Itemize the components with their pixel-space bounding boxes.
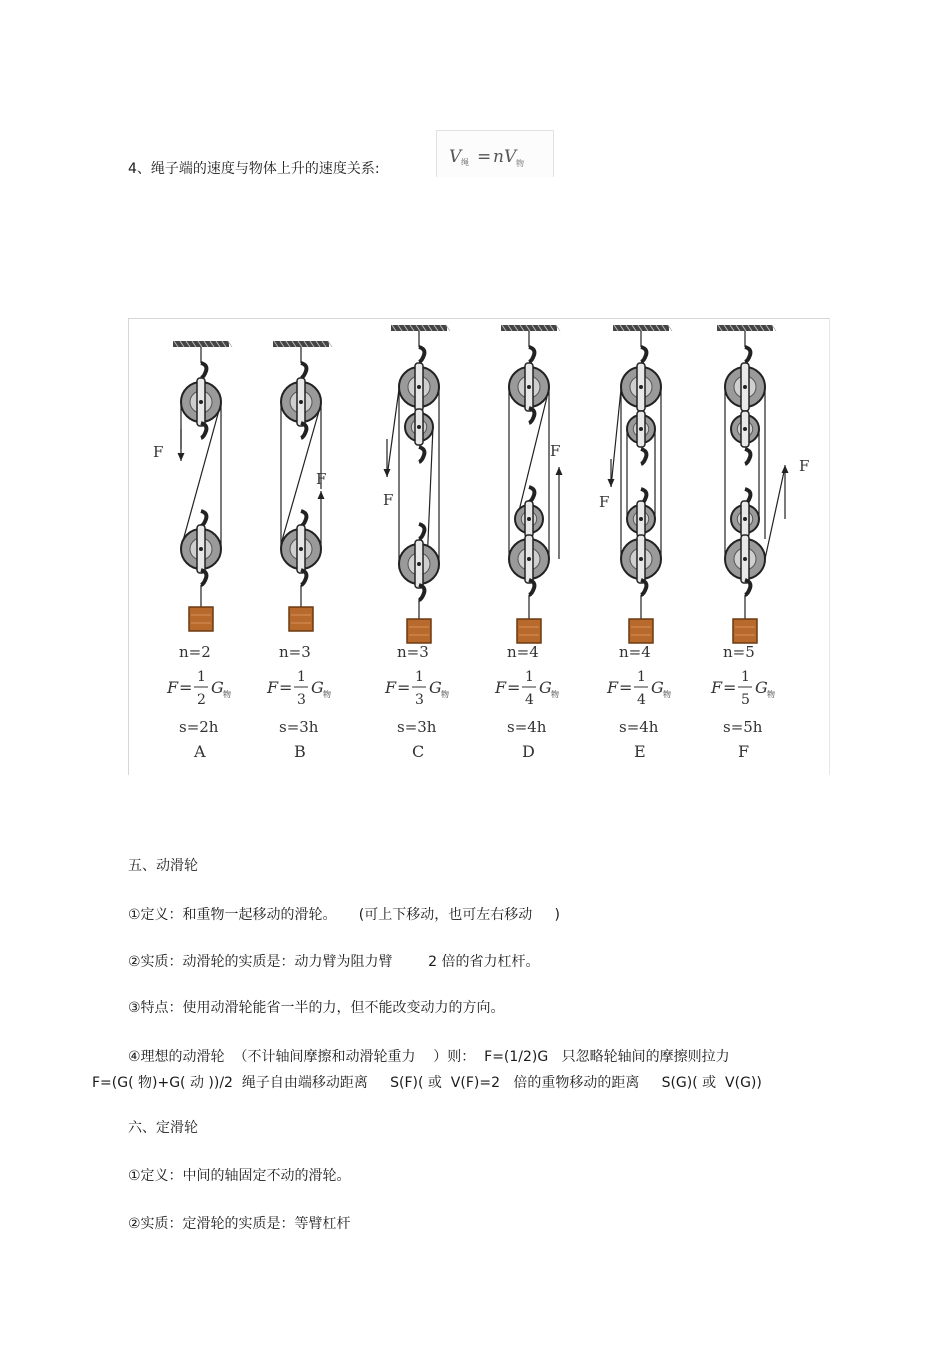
case-weight-sub: 物 [663, 690, 671, 699]
case-fraction-denominator: 5 [741, 692, 750, 708]
load-block [289, 607, 313, 631]
case-weight-sub: 物 [323, 690, 331, 699]
formula-rhs: V [504, 147, 517, 167]
pulley-axle [743, 385, 747, 389]
case-n-value: n=4 [619, 643, 651, 661]
case-fraction-numerator: 1 [415, 669, 424, 685]
force-arrow-head [384, 469, 391, 477]
section4-text: 4、绳子端的速度与物体上升的速度关系: [128, 161, 380, 177]
hook [419, 585, 424, 600]
case-force-symbol: F [495, 678, 507, 697]
pulley-axle [743, 557, 747, 561]
formula-lhs: V [449, 147, 462, 167]
pulley-axle [639, 517, 643, 521]
hook [419, 347, 424, 362]
case-weight-symbol: G [651, 678, 664, 697]
case-fraction-denominator: 2 [197, 692, 206, 708]
pulley-systems-figure [128, 318, 830, 775]
hook [745, 347, 750, 362]
case-fraction-denominator: 3 [415, 692, 424, 708]
case-weight-sub: 物 [223, 690, 231, 699]
pulley-axle [199, 547, 203, 551]
case-s-value: s=5h [723, 718, 763, 736]
case-n-value: n=4 [507, 643, 539, 661]
pulley-axle [299, 400, 303, 404]
hook [419, 524, 424, 539]
case-weight-symbol: G [755, 678, 768, 697]
fixed-pulley-title: 六、定滑轮 [128, 1120, 198, 1136]
movable-pulley-ideal-line1: ④理想的动滑轮 （不计轴间摩擦和动滑轮重力 ）则： F=(1/2)G 只忽略轮轴间的摩擦则拉力 [128, 1049, 730, 1065]
case-fraction-numerator: 1 [741, 669, 750, 685]
hook [745, 580, 750, 595]
fixed-pulley-essence: ②实质：定滑轮的实质是：等臂杠杆 [128, 1216, 351, 1232]
hook [641, 449, 646, 464]
case-weight-symbol: G [211, 678, 224, 697]
movable-pulley-feature: ③特点：使用动滑轮能省一半的力，但不能改变动力的方向。 [128, 1000, 505, 1016]
load-block [733, 619, 757, 643]
case-equals: = [619, 678, 633, 697]
case-n-value: n=5 [723, 643, 755, 661]
case-s-value: s=4h [619, 718, 659, 736]
case-equals: = [723, 678, 737, 697]
fixed-pulley-definition: ①定义：中间的轴固定不动的滑轮。 [128, 1168, 351, 1184]
movable-pulley-essence: ②实质：动滑轮的实质是：动力臂为阻力臂 2 倍的省力杠杆。 [128, 954, 540, 970]
case-s-value: s=4h [507, 718, 547, 736]
pulley-axle [417, 425, 421, 429]
rope [611, 389, 621, 487]
force-label-a: F [153, 443, 164, 461]
pulley-axle [743, 427, 747, 431]
load-block [407, 619, 431, 643]
case-force-symbol: F [167, 678, 179, 697]
formula-lhs-sub: 绳 [461, 158, 469, 167]
hook [301, 570, 306, 585]
case-weight-symbol: G [429, 678, 442, 697]
hook [641, 347, 646, 362]
case-s-value: s=2h [179, 718, 219, 736]
pulley-diagram [129, 319, 829, 775]
hook [301, 363, 306, 378]
hook [201, 570, 206, 585]
force-label-f: F [799, 457, 810, 475]
case-weight-sub: 物 [551, 690, 559, 699]
case-n-value: n=3 [279, 643, 311, 661]
pulley-axle [639, 427, 643, 431]
rope [387, 389, 399, 477]
hook [529, 347, 534, 362]
hook [529, 487, 534, 502]
case-force-symbol: F [267, 678, 279, 697]
hook [301, 423, 306, 438]
case-s-value: s=3h [279, 718, 319, 736]
case-equals: = [279, 678, 293, 697]
force-arrow-head [178, 453, 185, 461]
case-fraction-denominator: 4 [637, 692, 646, 708]
force-label-c: F [383, 491, 394, 509]
hook [201, 511, 206, 526]
case-fraction-numerator: 1 [525, 669, 534, 685]
case-s-value: s=3h [397, 718, 437, 736]
force-label-e: F [599, 493, 610, 511]
case-equals: = [179, 678, 193, 697]
load-block [629, 619, 653, 643]
movable-pulley-title: 五、动滑轮 [128, 858, 198, 874]
case-fraction-numerator: 1 [197, 669, 206, 685]
load-block [517, 619, 541, 643]
rope [765, 467, 785, 559]
pulley-axle [527, 385, 531, 389]
rope [427, 427, 433, 564]
load-block [189, 607, 213, 631]
hook [641, 580, 646, 595]
pulley-axle [639, 385, 643, 389]
case-weight-sub: 物 [441, 690, 449, 699]
case-fraction-denominator: 4 [525, 692, 534, 708]
case-n-value: n=2 [179, 643, 211, 661]
force-arrow-head [608, 479, 615, 487]
case-force-symbol: F [385, 678, 397, 697]
hook [745, 449, 750, 464]
movable-pulley-ideal-line2: F=(G( 物)+G( 动 ))/2 绳子自由端移动距离 S(F)( 或 V(F)=2 倍的重物移动的距离 S(G)( 或 V(G)) [92, 1075, 762, 1091]
case-letter: C [412, 742, 425, 761]
force-label-b: F [316, 470, 327, 488]
hook [529, 408, 534, 423]
case-equals: = [507, 678, 521, 697]
velocity-formula-image [436, 130, 554, 177]
hook [301, 511, 306, 526]
case-fraction-numerator: 1 [297, 669, 306, 685]
pulley-axle [417, 562, 421, 566]
force-arrow-head [318, 491, 325, 499]
case-letter: E [634, 742, 646, 761]
case-letter: F [738, 742, 750, 761]
pulley-axle [743, 517, 747, 521]
pulley-axle [527, 517, 531, 521]
force-label-d: F [550, 442, 561, 460]
pulley-axle [199, 400, 203, 404]
case-fraction-denominator: 3 [297, 692, 306, 708]
rope [281, 411, 319, 544]
hook [419, 447, 424, 462]
force-arrow-head [556, 467, 563, 475]
pulley-axle [639, 557, 643, 561]
case-force-symbol: F [711, 678, 723, 697]
pulley-axle [527, 557, 531, 561]
movable-pulley-definition: ①定义：和重物一起移动的滑轮。 (可上下移动，也可左右移动 ) [128, 907, 560, 923]
case-letter: A [194, 742, 206, 761]
case-letter: D [522, 742, 535, 761]
case-weight-symbol: G [539, 678, 552, 697]
pulley-axle [417, 385, 421, 389]
formula-coef: n [493, 147, 504, 167]
force-arrow-head [782, 465, 789, 473]
hook [529, 580, 534, 595]
pulley-axle [299, 547, 303, 551]
hook [201, 363, 206, 378]
case-fraction-numerator: 1 [637, 669, 646, 685]
case-force-symbol: F [607, 678, 619, 697]
formula-rhs-sub: 物 [516, 159, 524, 168]
case-weight-symbol: G [311, 678, 324, 697]
case-n-value: n=3 [397, 643, 429, 661]
case-letter: B [294, 742, 306, 761]
formula-eq: = [477, 147, 492, 167]
case-equals: = [397, 678, 411, 697]
hook [201, 423, 206, 438]
case-weight-sub: 物 [767, 690, 775, 699]
